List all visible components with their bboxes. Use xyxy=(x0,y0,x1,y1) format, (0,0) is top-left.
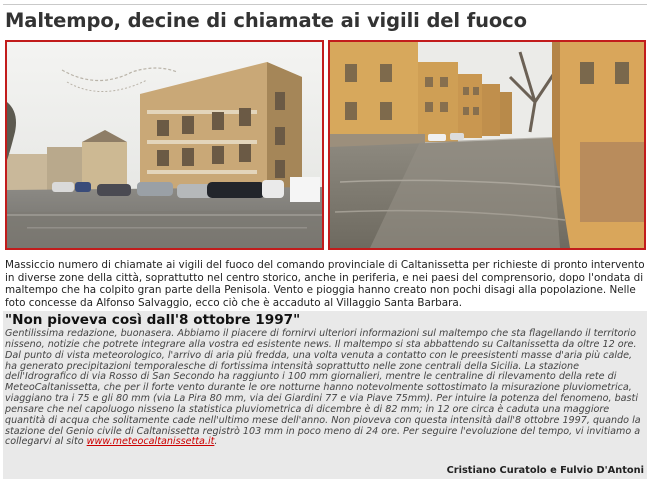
article-signature: Cristiano Curatolo e Fulvio D'Antoni xyxy=(446,465,644,476)
letter-end: . xyxy=(214,436,218,448)
article-intro: Massiccio numero di chiamate ai vigili del fuoco del comando provinciale di Caltanissetta per richieste di pronto intervento in diverse zone della città, soprattutto nel centro storico, anche in periferia, e nei paesi del comprensorio, dopo l'ondata di maltempo che ha colpito gran parte della Penisola. Vento e pioggia hanno creato non pochi disagi alla popolazione. Nelle foto concesse da Alfonso Salvaggio, ecco ciò che è accaduto al Villaggio Santa Barbara. xyxy=(5,259,645,309)
top-divider xyxy=(3,4,647,5)
letter-body xyxy=(5,329,645,448)
meteocaltanissetta-link[interactable]: www.meteocaltanissetta.it xyxy=(86,436,215,448)
article-subtitle: "Non pioveva così dall'8 ottobre 1997" xyxy=(5,312,301,328)
photo-flooded-street-buildings xyxy=(328,40,646,250)
letter-text: Gentilissima redazione, buonasera. Abbiamo il piacere di fornirvi ulteriori informazioni sul maltempo che sta flagellando il territorio nisseno, notizie che potrete integrare alla vostra ed esistente news. Il maltempo si sta abbattendo su Caltanissetta da oltre 12 ore. Dal punto di vista meteorologico, l'arrivo di aria più fredda, una volta venuta a contatto con le preesistenti masse d'aria più calde, ha generato precipitazioni temporalesche di fortissima intensità soprattutto nelle zone centrali della Sicilia. La stazione dell'Idrografico di via Rosso di San Secondo ha raggiunto i 100 mm giornalieri, mentre le centraline di rilevamento della rete di MeteoCaltanissetta, che per il forte vento durante le ore notturne hanno notevolmente sottostimato la misurazione pluviometrica, viaggiano tra i 75 e gli 80 mm (via La Pira 80 mm, via dei Giardini 77 e via Piave 75mm). Per intuire la potenza del fenomeno, basti pensare che nel capoluogo nisseno la statistica pluviometrica di dicembre è di 82 mm; in 12 ore circa è caduta una maggiore quantità di acqua che solitamente cade nell'ultimo mese dell'anno. Non pioveva con questa intensità dall'8 ottobre 1997, quando la stazione del Genio civile di Caltanissetta registrò 103 mm in poco meno di 24 ore. Per seguire l'evoluzione del tempo, vi invitiamo a collegarvi al sito xyxy=(5,328,641,448)
photo-flooded-street-cars xyxy=(5,40,324,250)
article-title: Maltempo, decine di chiamate ai vigili del fuoco xyxy=(5,9,527,32)
